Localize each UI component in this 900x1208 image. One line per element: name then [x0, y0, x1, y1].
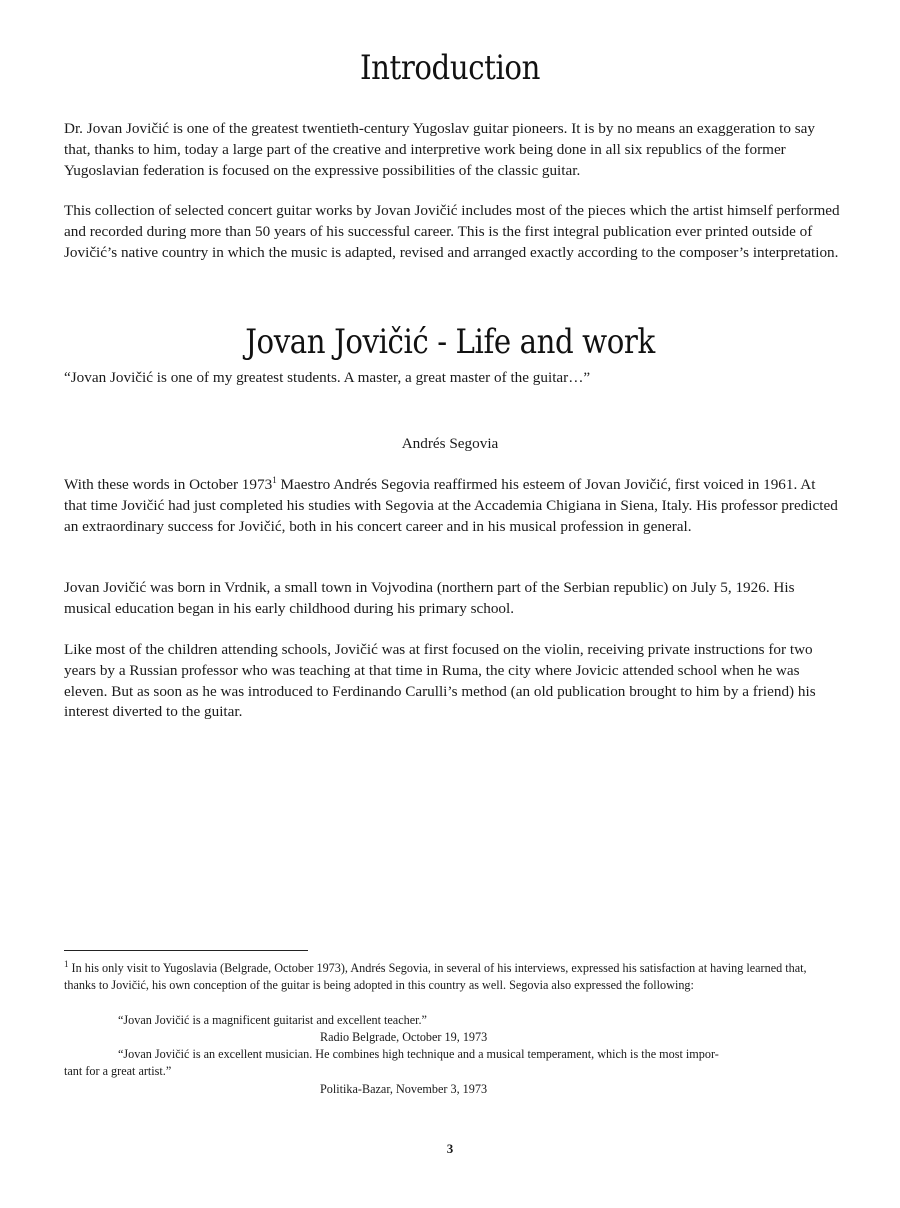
intro-paragraph-2: This collection of selected concert guitar works by Jovan Jovičić includes most of the pieces which the artist himself performed and recorded during more than 50 years of his successful career. This is the first integral publication ever printed outside of Jovičić’s native country in which the music is adapted, revised and arranged exactly according to the composer’s interpretation. — [64, 202, 840, 261]
quote-attribution: Andrés Segovia — [401, 435, 499, 452]
life-paragraph-2: Jovan Jovičić was born in Vrdnik, a small town in Vojvodina (northern part of the Serbian republic) on July 5, 1926. His musical education began in his early childhood during his primary school. — [64, 579, 795, 617]
footnote-marker: 1 — [64, 958, 69, 969]
footnote-quote-2-continued: tant for a great artist.” — [64, 1064, 172, 1078]
life-paragraph-1-rest: Maestro Andrés Segovia reaffirmed his esteem of Jovan Jovičić, first voiced in 1961. At that time Jovičić had just completed his studies with Segovia at the Accademia Chigiana in Siena, Italy. His professor predicted an extraordinary success for Jovičić, both in his concert career and in his musical profession in general. — [64, 476, 838, 535]
footnote-reference[interactable]: 1 — [272, 474, 277, 485]
footnote-divider — [64, 950, 308, 951]
life-paragraph-1-start: With these words in October 1973 — [64, 476, 273, 493]
footnote-source-1: Radio Belgrade, October 19, 1973 — [320, 1030, 488, 1044]
life-paragraph-3: Like most of the children attending schools, Jovičić was at first focused on the violin, receiving private instructions for two years by a Russian professor who was teaching at that time in Ruma, the city where Jovicic attended school when he was eleven. But as soon as he was introduced to Ferdinando Carulli’s method (an old publication brought to him by a friend) his interest diverted to the guitar. — [64, 641, 816, 721]
life-paragraph-1 — [64, 475, 840, 537]
footnote-source-2: Politika-Bazar, November 3, 1973 — [320, 1082, 488, 1096]
footnote-body: In his only visit to Yugoslavia (Belgrade, October 1973), Andrés Segovia, in several of his interviews, expressed his satisfaction at having learned that, thanks to Jovičić, his own conception of the guitar is being adopted in this country as well. Segovia also expressed the following: — [64, 961, 807, 993]
introduction-heading: Introduction — [359, 48, 541, 88]
life-and-work-heading: Jovan Jovičić - Life and work — [245, 322, 655, 362]
page-number: 3 — [446, 1141, 454, 1156]
footnote-quote-1: “Jovan Jovičić is a magnificent guitarist and excellent teacher.” — [118, 1013, 427, 1027]
footnote-text — [64, 960, 840, 995]
segovia-quote: “Jovan Jovičić is one of my greatest students. A master, a great master of the guitar…” — [64, 369, 591, 386]
intro-paragraph-1: Dr. Jovan Jovičić is one of the greatest twentieth-century Yugoslav guitar pioneers. It is by no means an exaggeration to say that, thanks to him, today a large part of the creative and interpretive work being done in all six republics of the former Yugoslavian federation is focused on the expressive possibilities of the classic guitar. — [64, 120, 816, 179]
footnote-quote-2: “Jovan Jovičić is an excellent musician. He combines high technique and a musical temperament, which is the most impor- — [118, 1047, 719, 1061]
